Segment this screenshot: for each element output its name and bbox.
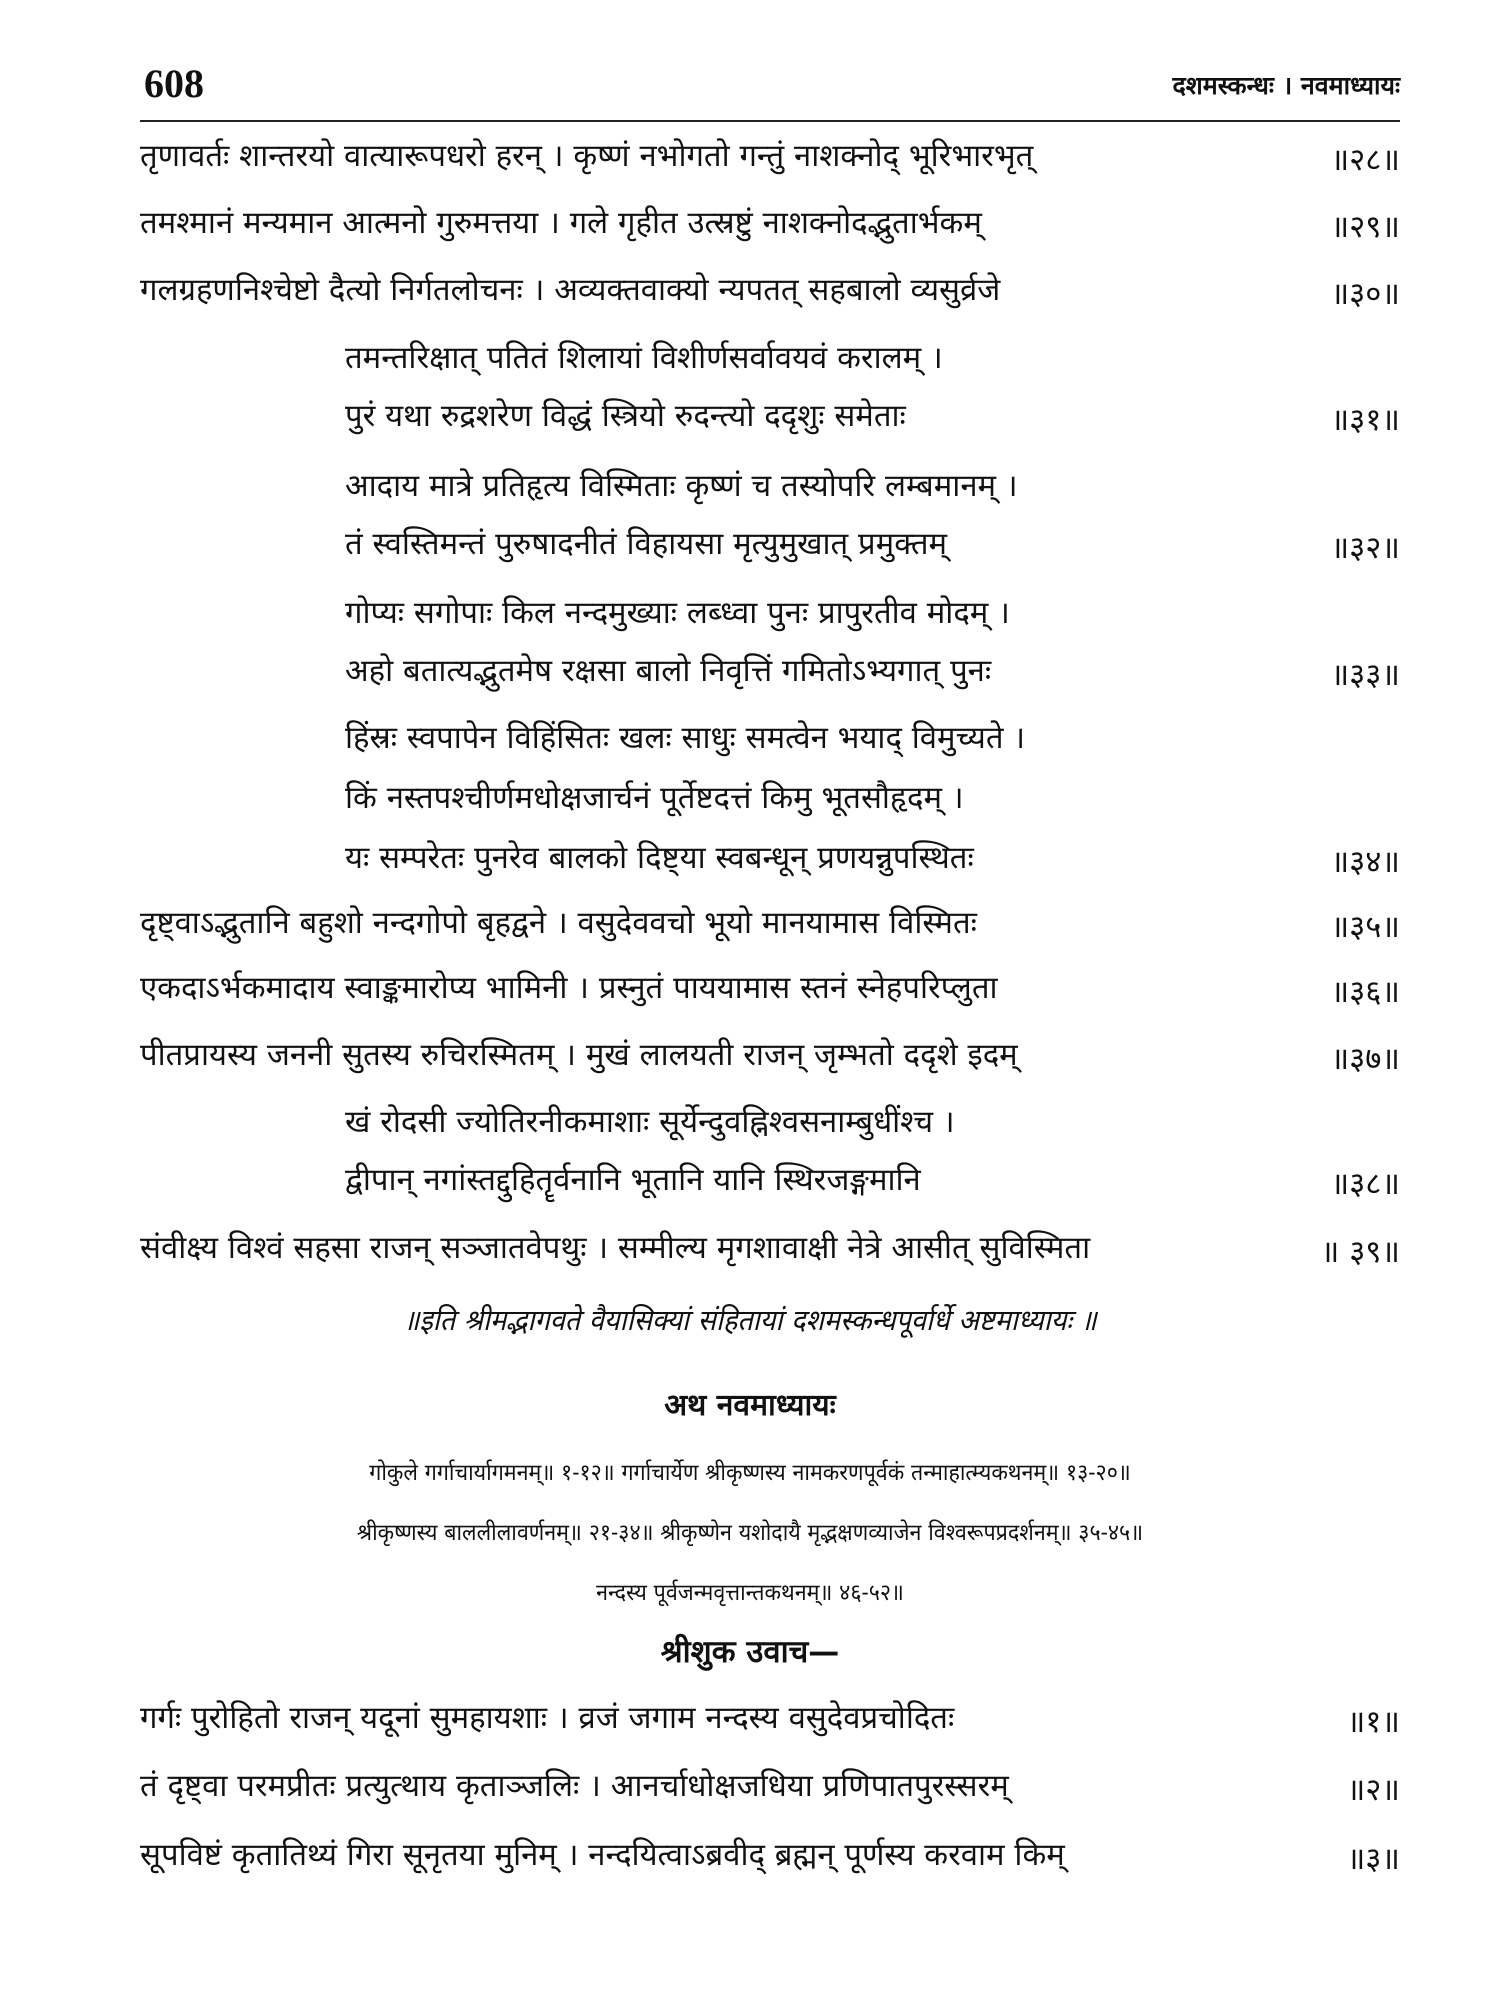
chapter-summary-line: नन्दस्य पूर्वजन्मवृत्तान्तकथनम्॥ ४६-५२॥ [596, 1580, 904, 1606]
verse-number: ॥३२॥ [1330, 530, 1400, 566]
verse-line: आदाय मात्रे प्रतिहृत्य विस्मिताः कृष्णं च तस्योपरि लम्बमानम् । [345, 468, 1018, 504]
chapter-colophon: ॥इति श्रीमद्भागवते वैयासिक्यां संहितायां दशमस्कन्धपूर्वार्धे अष्टमाध्यायः ॥ [403, 1303, 1097, 1337]
verse-line: सूपविष्टं कृतातिथ्यं गिरा सूनृतया मुनिम् । नन्दयित्वाऽब्रवीद् ब्रह्मन् पूर्णस्य करवाम किम् [140, 1837, 1065, 1873]
verse-line: द्वीपान् नगांस्तद्दुहितॄर्वनानि भूतानि यानि स्थिरजङ्गमानि [345, 1162, 921, 1198]
verse-line: किं नस्तपश्चीर्णमधोक्षजार्चनं पूर्तेष्टदत्तं किमु भूतसौहृदम् । [345, 780, 964, 816]
chapter-summary-line: गोकुले गर्गाचार्यागमनम्॥ १-१२॥ गर्गाचार्येण श्रीकृष्णस्य नामकरणपूर्वकं तन्माहात्म्यकथनम्॥ १३-२०॥ [369, 1460, 1131, 1486]
verse-line: दृष्ट्वाऽद्भुतानि बहुशो नन्दगोपो बृहद्वने । वसुदेववचो भूयो मानयामास विस्मितः [140, 905, 977, 941]
verse-number: ॥३५॥ [1330, 909, 1400, 945]
verse-line: तमश्मानं मन्यमान आत्मनो गुरुमत्तया । गले गृहीत उत्स्रष्टुं नाशक्नोदद्भुतार्भकम् [140, 205, 982, 241]
verse-number: ॥३॥ [1346, 1841, 1400, 1877]
verse-line: अहो बतात्यद्भुतमेष रक्षसा बालो निवृत्तिं गमितोऽभ्यगात् पुनः [345, 653, 992, 689]
running-head: दशमस्कन्धः । नवमाध्यायः [1172, 71, 1400, 100]
verse-number: ॥ ३९॥ [1320, 1234, 1400, 1270]
verse-line: तं स्वस्तिमन्तं पुरुषादनीतं विहायसा मृत्युमुखात् प्रमुक्तम् [345, 526, 948, 562]
verse-number: ॥३०॥ [1330, 276, 1400, 312]
verse-number: ॥३६॥ [1330, 974, 1400, 1010]
verse-line: तमन्तरिक्षात् पतितं शिलायां विशीर्णसर्वावयवं करालम् । [345, 340, 943, 376]
chapter-summary-line: श्रीकृष्णस्य बाललीलावर्णनम्॥ २१-३४॥ श्रीकृष्णेन यशोदायै मृद्भक्षणव्याजेन विश्वरूपप्रदर्शनम्॥ ३५-४५॥ [356, 1520, 1144, 1546]
verse-line: हिंस्रः स्वपापेन विहिंसितः खलः साधुः समत्वेन भयाद् विमुच्यते । [345, 720, 1026, 756]
verse-line: खं रोदसी ज्योतिरनीकमाशाः सूर्येन्दुवह्निश्वसनाम्बुधींश्च । [345, 1104, 955, 1140]
verse-number: ॥३८॥ [1330, 1166, 1400, 1202]
verse-line: पीतप्रायस्य जननी सुतस्य रुचिरस्मितम् । मुखं लालयती राजन् जृम्भतो ददृशे इदम् [140, 1037, 1018, 1073]
verse-line: गर्गः पुरोहितो राजन् यदूनां सुमहायशाः । व्रजं जगाम नन्दस्य वसुदेवप्रचोदितः [140, 1700, 955, 1736]
verse-number: ॥३४॥ [1330, 844, 1400, 880]
verse-line: तं दृष्ट्वा परमप्रीतः प्रत्युत्थाय कृताञ्जलिः । आनर्चाधोक्षजधिया प्रणिपातपुरस्सरम् [140, 1768, 1009, 1804]
verse-line: एकदाऽर्भकमादाय स्वाङ्कमारोप्य भामिनी । प्रस्नुतं पाययामास स्तनं स्नेहपरिप्लुता [140, 970, 998, 1006]
verse-number: ॥२॥ [1346, 1772, 1400, 1808]
verse-line: पुरं यथा रुद्रशरेण विद्धं स्त्रियो रुदन्त्यो ददृशुः समेताः [345, 398, 906, 434]
speaker-heading: श्रीशुक उवाच— [660, 1634, 840, 1670]
verse-number: ॥२९॥ [1330, 209, 1400, 245]
chapter-title: अथ नवमाध्यायः [664, 1388, 836, 1423]
verse-number: ॥३३॥ [1330, 657, 1400, 693]
verse-line: तृणावर्तः शान्तरयो वात्यारूपधरो हरन् । कृष्णं नभोगतो गन्तुं नाशक्नोद् भूरिभारभृत् [140, 138, 1034, 174]
verse-line: गलग्रहणनिश्चेष्टो दैत्यो निर्गतलोचनः । अव्यक्तवाक्यो न्यपतत् सहबालो व्यसुर्व्रजे [140, 272, 1001, 308]
verse-line: गोप्यः सगोपाः किल नन्दमुख्याः लब्ध्वा पुनः प्रापुरतीव मोदम् । [345, 595, 1010, 631]
verse-line: संवीक्ष्य विश्वं सहसा राजन् सञ्जातवेपथुः । सम्मील्य मृगशावाक्षी नेत्रे आसीत् सुविस्मिता [140, 1230, 1091, 1266]
verse-number: ॥३७॥ [1330, 1041, 1400, 1077]
page-header [140, 58, 1400, 122]
verse-number: ॥३१॥ [1330, 402, 1400, 438]
verse-number: ॥१॥ [1346, 1704, 1400, 1740]
page-number: 608 [144, 61, 204, 106]
verse-number: ॥२८॥ [1330, 142, 1400, 178]
verse-line: यः सम्परेतः पुनरेव बालको दिष्ट्या स्वबन्धून् प्रणयन्नुपस्थितः [345, 840, 974, 876]
